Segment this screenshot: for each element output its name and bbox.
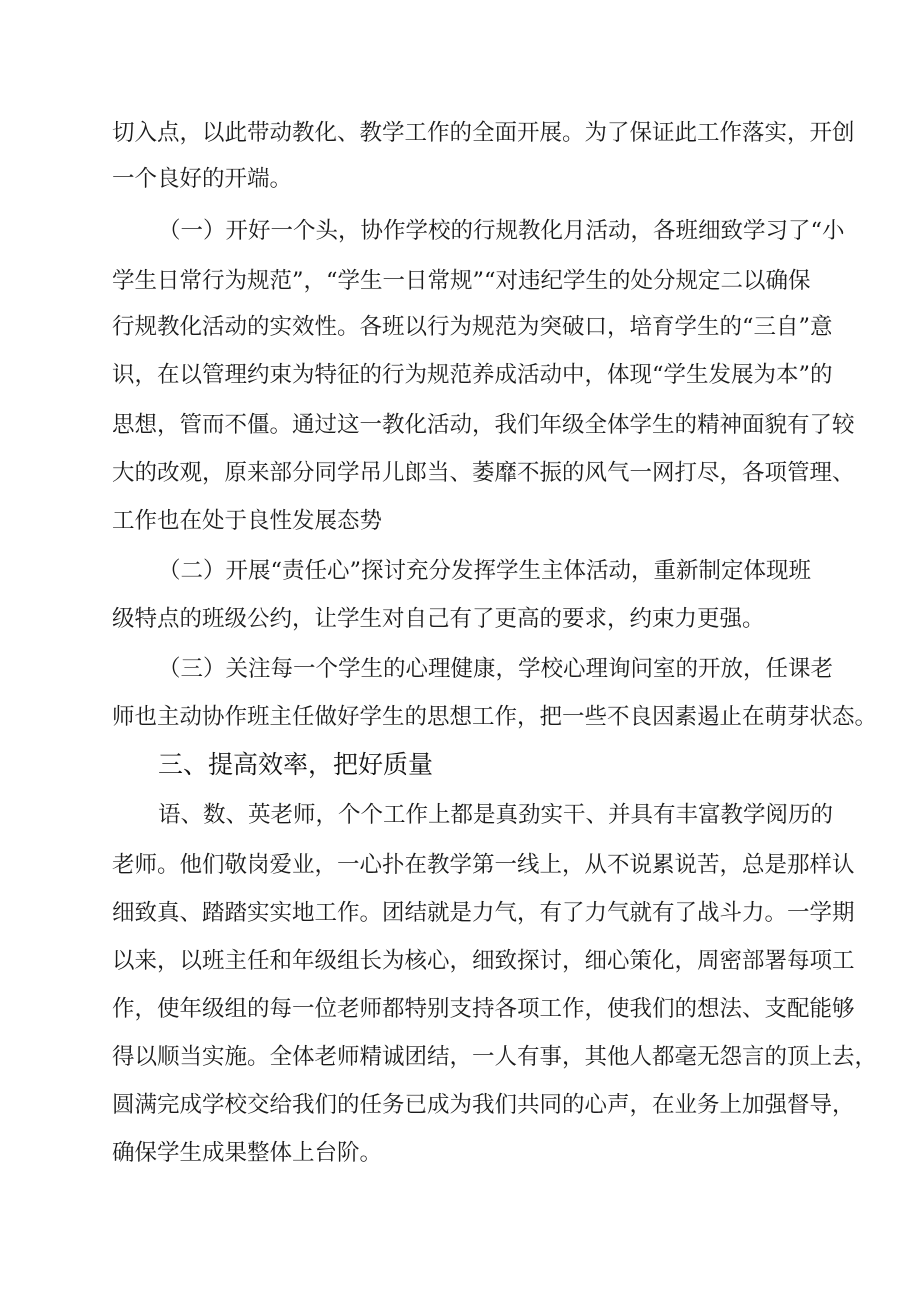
paragraph-line: 思想，管而不僵。通过这一教化活动，我们年级全体学生的精神面貌有了较 (112, 412, 855, 438)
paragraph-line: 工作也在处于良性发展态势 (112, 508, 383, 534)
paragraph-line: 级特点的班级公约，让学生对自己有了更高的要求，约束力更强。 (112, 606, 765, 632)
paragraph-line: 师也主动协作班主任做好学生的思想工作，把一些不良因素遏止在萌芽状态。 (112, 704, 878, 730)
paragraph-line: 切入点，以此带动教化、教学工作的全面开展。为了保证此工作落实，开创 (112, 120, 855, 146)
paragraph-line: 大的改观，原来部分同学吊儿郎当、萎靡不振的风气一网打尽，各项管理、 (112, 460, 855, 486)
paragraph-line: 细致真、踏踏实实地工作。团结就是力气，有了力气就有了战斗力。一学期 (112, 900, 855, 926)
paragraph-line: 学生日常行为规范”，“学生一日常规”“对违纪学生的处分规定二以确保 (112, 268, 811, 294)
section-heading: 三、提高效率，把好质量 (158, 750, 434, 779)
paragraph-line: 得以顺当实施。全体老师精诚团结，一人有事，其他人都毫无怨言的顶上去， (112, 1044, 878, 1070)
paragraph-line: 以来，以班主任和年级组长为核心，细致探讨，细心策化，周密部署每项工 (112, 948, 855, 974)
paragraph-line: 老师。他们敬岗爱业，一心扑在教学第一线上，从不说累说苦，总是那样认 (112, 852, 855, 878)
paragraph-line: （三）关注每一个学生的心理健康，学校心理询问室的开放，任课老 (158, 656, 834, 682)
paragraph-line: 确保学生成果整体上台阶。 (112, 1140, 383, 1166)
paragraph-line: 一个良好的开端。 (112, 166, 293, 192)
paragraph-line: 语、数、英老师，个个工作上都是真劲实干、并具有丰富教学阅历的 (158, 802, 834, 828)
paragraph-line: （一）开好一个头，协作学校的行规教化月活动，各班细致学习了“小 (158, 218, 845, 244)
paragraph-line: 行规教化活动的实效性。各班以行为规范为突破口，培育学生的“三自”意 (112, 314, 833, 340)
paragraph-line: （二）开展“责任心”探讨充分发挥学生主体活动，重新制定体现班 (158, 558, 812, 584)
paragraph-line: 圆满完成学校交给我们的任务已成为我们共同的心声，在业务上加强督导， (112, 1092, 855, 1118)
paragraph-line: 识，在以管理约束为特征的行为规范养成活动中，体现“学生发展为本”的 (112, 362, 833, 388)
paragraph-line: 作，使年级组的每一位老师都特别支持各项工作，使我们的想法、支配能够 (112, 996, 855, 1022)
